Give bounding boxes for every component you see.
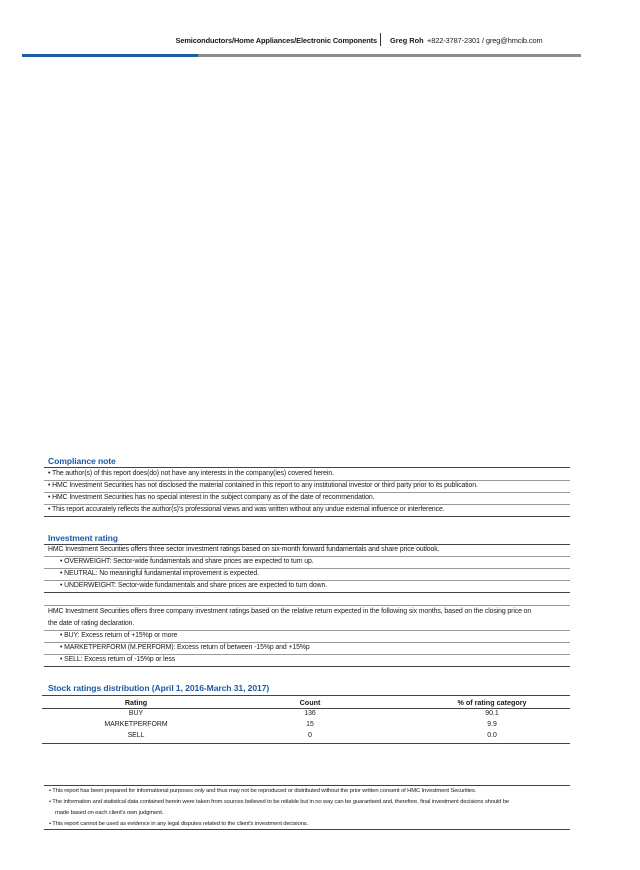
percent-cell: 0.0 bbox=[487, 732, 497, 739]
header-section: Semiconductors/Home Appliances/Electronic Components bbox=[175, 36, 377, 45]
rating-cell: SELL bbox=[127, 732, 145, 739]
distribution-title: Stock ratings distribution (April 1, 2016-March 31, 2017) bbox=[48, 683, 270, 693]
company-rating-item: • BUY: Excess return of +15%p or more bbox=[60, 632, 178, 639]
company-top-rule bbox=[44, 605, 570, 606]
header-rule-accent bbox=[22, 54, 198, 57]
footer-note: • This report cannot be used as evidence in any legal disputes related to the client's investment decisions. bbox=[49, 821, 308, 827]
column-header-count: Count bbox=[299, 698, 321, 707]
column-header-percent: % of rating category bbox=[457, 698, 527, 707]
investment-rating-title: Investment rating bbox=[48, 533, 118, 543]
table-row bbox=[42, 709, 570, 720]
header-rule bbox=[22, 54, 581, 57]
compliance-bottom-rule bbox=[44, 516, 570, 517]
header-contact: +822-3787-2301 / greg@hmcib.com bbox=[427, 36, 543, 45]
count-cell: 136 bbox=[304, 710, 316, 717]
distribution-bottom-rule bbox=[42, 743, 570, 744]
footer-note: made based on each client's own judgment. bbox=[55, 810, 164, 816]
distribution-top-rule bbox=[42, 695, 570, 696]
percent-cell: 90.1 bbox=[485, 710, 499, 717]
sector-rating-item: • UNDERWEIGHT: Sector-wide fundamentals and share prices are expected to turn down. bbox=[60, 582, 328, 589]
compliance-item: • HMC Investment Securities has not disclosed the material contained in this report to any institutional investor or third party prior to its publication. bbox=[48, 482, 478, 489]
rating-cell: MARKETPERFORM bbox=[104, 721, 168, 728]
footer-bottom-rule bbox=[44, 829, 570, 830]
compliance-top-rule bbox=[44, 467, 570, 468]
compliance-item: • The author(s) of this report does(do) not have any interests in the company(ies) covered herein. bbox=[48, 470, 334, 477]
sector-rating-item: • OVERWEIGHT: Sector-wide fundamentals and share prices are expected to turn up. bbox=[60, 558, 314, 565]
percent-cell: 9.9 bbox=[487, 721, 497, 728]
header-author: Greg Roh bbox=[390, 36, 424, 45]
company-rating-intro-cont: the date of rating declaration. bbox=[48, 620, 135, 627]
company-rating-item: • MARKETPERFORM (M.PERFORM): Excess return of between -15%p and +15%p bbox=[60, 644, 310, 651]
page-header bbox=[0, 33, 640, 49]
company-bottom-rule bbox=[44, 666, 570, 667]
count-cell: 15 bbox=[306, 721, 314, 728]
table-row bbox=[42, 720, 570, 731]
header-divider bbox=[380, 33, 381, 46]
count-cell: 0 bbox=[308, 732, 312, 739]
footer-note: • This report has been prepared for informational purposes only and thus may not be reproduced or distributed without the prior written consent of HMC Investment Securities. bbox=[49, 788, 477, 794]
compliance-title: Compliance note bbox=[48, 456, 116, 466]
company-rating-intro: HMC Investment Securities offers three company investment ratings based on the relative return expected in the following six months, based on the closing price on bbox=[48, 608, 532, 615]
table-row bbox=[42, 731, 570, 742]
sector-rating-intro: HMC Investment Securities offers three sector investment ratings based on six-month forward fundamentals and share price outlook. bbox=[48, 546, 440, 553]
distribution-table-header bbox=[42, 697, 570, 708]
rating-cell: BUY bbox=[128, 710, 144, 717]
compliance-item: • HMC Investment Securities has no special interest in the subject company as of the date of recommendation. bbox=[48, 494, 375, 501]
compliance-item: • This report accurately reflects the author(s)'s professional views and was written without any undue external influence or interference. bbox=[48, 506, 445, 513]
company-rating-item: • SELL: Excess return of -15%p or less bbox=[60, 656, 176, 663]
sector-bottom-rule bbox=[44, 592, 570, 593]
footer-note: • The information and statistical data contained herein were taken from sources believed to be reliable but in no way can be guaranteed and, therefore, final investment decisions should be bbox=[49, 799, 510, 805]
column-header-rating: Rating bbox=[124, 698, 148, 707]
sector-rating-item: • NEUTRAL: No meaningful fundamental improvement is expected. bbox=[60, 570, 259, 577]
